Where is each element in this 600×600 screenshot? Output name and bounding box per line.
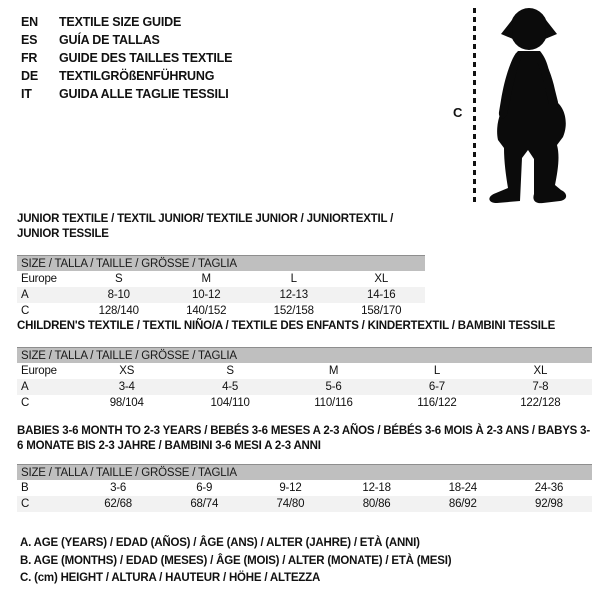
table-row bbox=[17, 303, 425, 319]
value-cell: XS bbox=[119, 365, 135, 377]
language-label: GUIDE DES TAILLES TEXTILE bbox=[59, 51, 233, 65]
value-cell: 68/74 bbox=[190, 498, 219, 510]
language-row bbox=[21, 31, 232, 49]
value-cell: XL bbox=[533, 365, 548, 377]
value-cell: M bbox=[201, 273, 211, 285]
value-cell: 24-36 bbox=[534, 482, 564, 494]
footnotes bbox=[20, 535, 451, 588]
value-cell: 98/104 bbox=[109, 397, 144, 409]
value-cell: L bbox=[433, 365, 441, 377]
value-cell: 116/122 bbox=[417, 397, 457, 409]
value-cell: 86/92 bbox=[448, 498, 477, 510]
footnote-a: A. AGE (YEARS) / EDAD (AÑOS) / ÂGE (ANS) / ALTER (JAHRE) / ETÀ (ANNI) bbox=[20, 537, 420, 549]
height-measure-dashed-line bbox=[473, 8, 476, 206]
row-label-cell: A bbox=[21, 381, 29, 393]
value-cell: 14-16 bbox=[367, 289, 396, 301]
language-code: DE bbox=[21, 69, 38, 83]
baby-body bbox=[489, 51, 566, 203]
language-row bbox=[21, 85, 232, 103]
value-cell: 12-18 bbox=[362, 482, 391, 494]
table-row bbox=[17, 363, 592, 379]
language-code: ES bbox=[21, 33, 38, 47]
value-cell: L bbox=[290, 273, 297, 285]
value-cell: 158/170 bbox=[361, 305, 402, 317]
value-cell: 152/158 bbox=[273, 305, 314, 317]
value-cell: 5-6 bbox=[325, 381, 342, 393]
value-cell: S bbox=[226, 365, 234, 377]
value-cell: 110/116 bbox=[314, 397, 353, 409]
row-label-cell: C bbox=[21, 397, 30, 409]
footnote-b: B. AGE (MONTHS) / EDAD (MESES) / ÂGE (MOIS) / ALTER (MONATE) / ETÀ (MESI) bbox=[20, 554, 452, 567]
value-cell: 62/68 bbox=[104, 498, 132, 510]
value-cell: 3-4 bbox=[118, 381, 135, 393]
children-table bbox=[17, 319, 592, 411]
size-header-bar: SIZE / TALLA / TAILLE / GRÖSSE / TAGLIA bbox=[17, 347, 592, 363]
language-label: TEXTILE SIZE GUIDE bbox=[59, 15, 182, 29]
value-cell: 92/98 bbox=[535, 498, 563, 510]
language-code: IT bbox=[21, 87, 32, 101]
language-row bbox=[21, 13, 232, 31]
value-cell: 10-12 bbox=[192, 289, 221, 301]
table-title: BABIES 3-6 MONTH TO 2-3 YEARS / BEBÉS 3-6 MESES A 2-3 AÑOS / BÉBÉS 3-6 MOIS À 2-3 ANS / BABYS 3-6 MONATE BIS 2-3 JAHRE / BAMBINI 3-6 MESI A 2-3 ANNI bbox=[17, 425, 590, 452]
language-list bbox=[21, 13, 232, 103]
row-label-cell: C bbox=[21, 305, 30, 317]
value-cell: M bbox=[328, 365, 339, 377]
value-cell: 80/86 bbox=[362, 498, 391, 510]
table-body bbox=[17, 480, 592, 512]
language-label: GUÍA DE TALLAS bbox=[59, 33, 160, 47]
language-row bbox=[21, 49, 232, 67]
value-cell: 9-12 bbox=[279, 482, 302, 494]
row-label-cell: B bbox=[21, 482, 29, 494]
language-row bbox=[21, 67, 232, 85]
value-cell: 7-8 bbox=[532, 381, 549, 393]
row-label-cell: Europe bbox=[21, 273, 57, 285]
row-label-cell: C bbox=[21, 498, 30, 510]
junior-table bbox=[17, 212, 425, 319]
table-body bbox=[17, 271, 425, 319]
table-title: CHILDREN'S TEXTILE / TEXTIL NIÑO/A / TEXTILE DES ENFANTS / KINDERTEXTIL / BAMBINI TESSILE bbox=[17, 320, 556, 332]
table-body bbox=[17, 363, 592, 411]
value-cell: 4-5 bbox=[222, 381, 239, 393]
footnote-c: C. (cm) HEIGHT / ALTURA / HAUTEUR / HÖHE / ALTEZZA bbox=[20, 572, 321, 584]
value-cell: 128/140 bbox=[98, 305, 139, 317]
value-cell: 140/152 bbox=[186, 305, 227, 317]
value-cell: 3-6 bbox=[110, 482, 127, 494]
value-cell: 104/110 bbox=[210, 397, 250, 409]
babies-table bbox=[17, 424, 592, 512]
language-label: GUIDA ALLE TAGLIE TESSILI bbox=[59, 87, 229, 101]
value-cell: 122/128 bbox=[520, 397, 561, 409]
baby-ear-left bbox=[501, 20, 513, 39]
language-code: EN bbox=[21, 15, 38, 29]
value-cell: 8-10 bbox=[107, 289, 130, 301]
language-code: FR bbox=[21, 51, 38, 65]
table-row bbox=[17, 395, 592, 411]
table-row bbox=[17, 287, 425, 303]
table-row bbox=[17, 496, 592, 512]
value-cell: 6-7 bbox=[428, 381, 445, 393]
row-label-cell: A bbox=[21, 289, 29, 301]
table-title: JUNIOR TEXTILE / TEXTIL JUNIOR/ TEXTILE JUNIOR / JUNIORTEXTIL / JUNIOR TESSILE bbox=[17, 213, 394, 240]
table-row bbox=[17, 271, 425, 287]
height-label-c: C bbox=[453, 105, 463, 120]
size-header-bar: SIZE / TALLA / TAILLE / GRÖSSE / TAGLIA bbox=[17, 255, 425, 271]
baby-ear-right bbox=[545, 20, 557, 39]
baby-silhouette bbox=[484, 6, 574, 206]
size-header-bar: SIZE / TALLA / TAILLE / GRÖSSE / TAGLIA bbox=[17, 464, 592, 480]
value-cell: 74/80 bbox=[276, 498, 305, 510]
value-cell: 18-24 bbox=[448, 482, 477, 494]
value-cell: 12-13 bbox=[279, 289, 308, 301]
row-label-cell: Europe bbox=[21, 365, 57, 377]
table-row bbox=[17, 379, 592, 395]
table-row bbox=[17, 480, 592, 496]
value-cell: S bbox=[115, 273, 123, 285]
language-label: TEXTILGRÖßENFÜHRUNG bbox=[59, 69, 215, 83]
value-cell: 6-9 bbox=[196, 482, 213, 494]
value-cell: XL bbox=[374, 273, 389, 285]
